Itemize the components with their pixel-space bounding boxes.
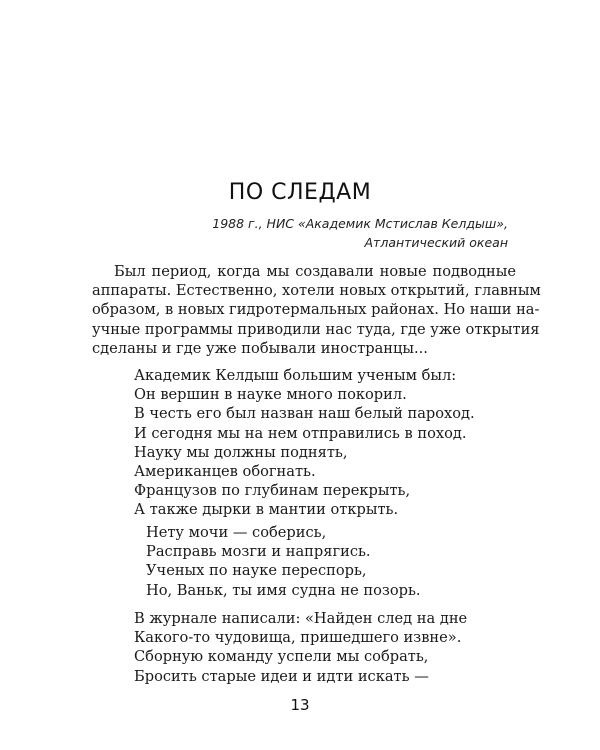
poem-line: Нету мочи — соберись,: [146, 524, 327, 541]
poem-line: Расправь мозги и напрягись.: [146, 543, 371, 561]
prose-line: сделаны и где уже побывали иностранцы...: [92, 339, 428, 357]
epigraph-line: 1988 г., НИС «Академик Мстислав Келдыш»,: [212, 216, 508, 231]
epigraph-line: Атлантический океан: [364, 235, 508, 250]
page-number: 13: [290, 696, 310, 714]
poem-line: Ученых по науке переспорь,: [146, 562, 367, 580]
prose-line: учные программы приводили нас туда, где уже открытия: [92, 320, 540, 338]
poem-line: Но, Ваньк, ты имя судна не позорь.: [146, 581, 421, 599]
poem-line: Американцев обогнать.: [134, 463, 316, 481]
poem-line: В журнале написали: «Найден след на дне: [134, 610, 468, 627]
prose-line: Был период, когда мы создавали новые подводные: [114, 263, 516, 280]
poem-line: Он вершин в науке много покорил.: [134, 386, 407, 404]
poem-line: Академик Келдыш большим ученым был:: [134, 367, 457, 384]
epigraph: [212, 214, 508, 252]
poem-line: А также дырки в мантии открыть.: [134, 501, 399, 519]
prose-line: образом, в новых гидротермальных районах. Но наши на-: [92, 301, 540, 319]
poem-stanza: [134, 366, 475, 520]
poem-stanza: [146, 523, 421, 600]
poem-stanza: [134, 609, 467, 686]
prose-line: аппараты. Естественно, хотели новых открытий, главным: [92, 282, 541, 300]
poem-line: Французов по глубинам перекрыть,: [134, 482, 411, 500]
poem-line: И сегодня мы на нем отправились в поход.: [134, 424, 467, 442]
chapter-title: ПО СЛЕДАМ: [228, 180, 372, 205]
prose-paragraph: [92, 262, 541, 358]
poem-line: Сборную команду успели мы собрать,: [134, 648, 429, 666]
poem-line: В честь его был назван наш белый пароход.: [134, 405, 475, 423]
poem-line: Бросить старые идеи и идти искать —: [134, 667, 429, 685]
poem-line: Науку мы должны поднять,: [134, 443, 348, 461]
poem-line: Какого-то чудовища, пришедшего извне».: [134, 629, 462, 647]
